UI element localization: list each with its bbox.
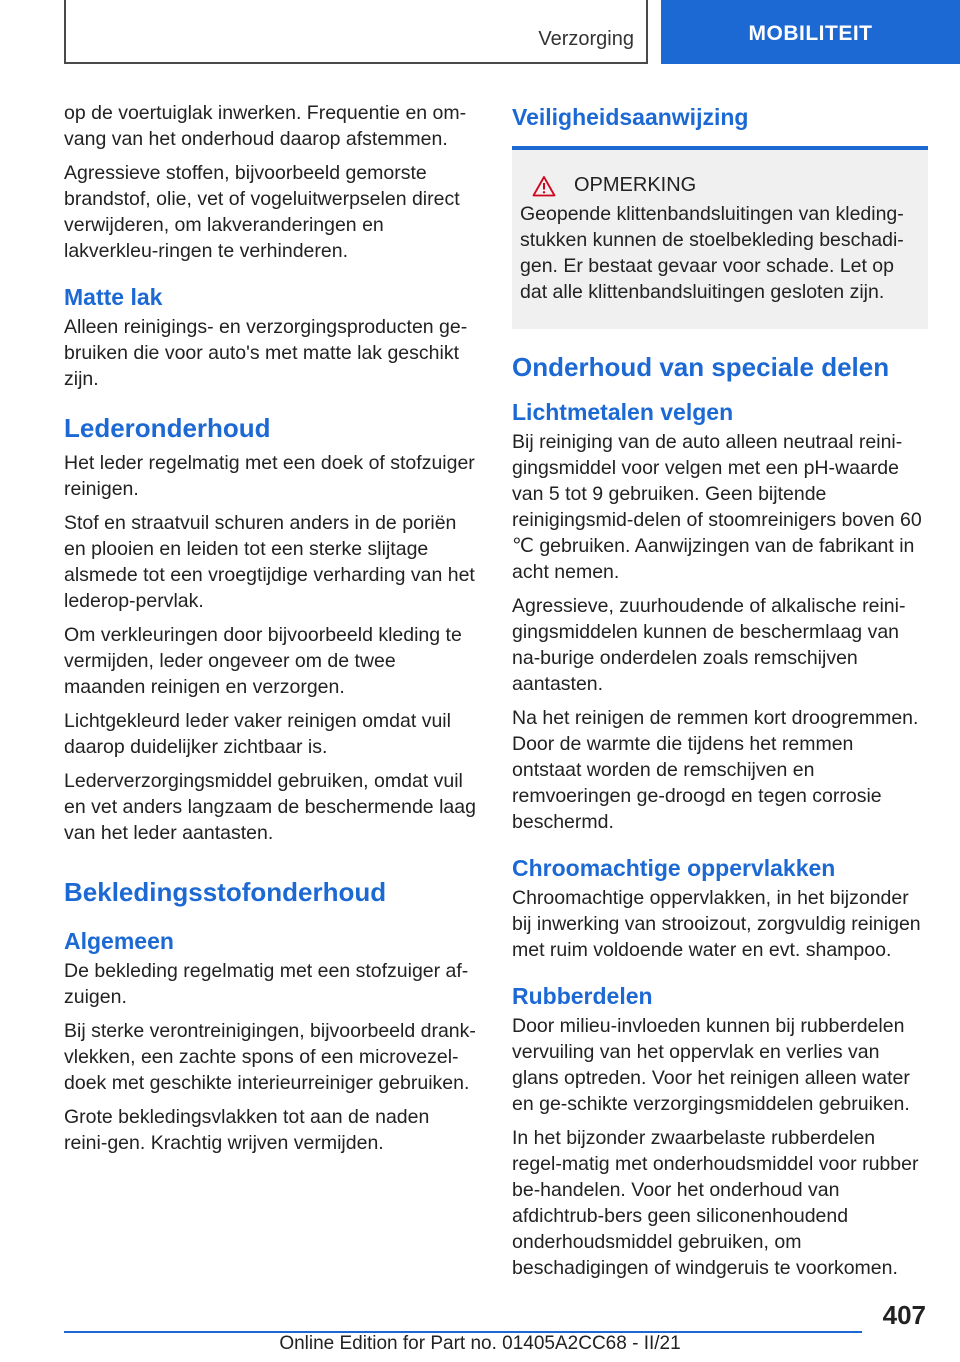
heading-algemeen: Algemeen	[64, 928, 174, 954]
paragraph: Chroomachtige oppervlakken, in het bijzonder bij inwerking van strooizout, zorgvuldig reinigen met ruim voldoende water en evt. shampoo.	[512, 887, 921, 961]
note-header	[520, 174, 920, 197]
heading-bekledingsstofonderhoud: Bekledingsstofonderhoud	[64, 877, 387, 907]
paragraph: Om verkleuringen door bijvoorbeeld kleding te vermijden, leder ongeveer om de twee maanden reinigen en verzorgen.	[64, 624, 462, 698]
heading-chroomachtige-oppervlakken: Chroomachtige oppervlakken	[512, 855, 836, 881]
paragraph: Lederverzorgingsmiddel gebruiken, omdat vuil en vet anders langzaam de beschermende laag van het leder aantasten.	[64, 770, 476, 844]
heading-veiligheidsaanwijzing: Veiligheidsaanwijzing	[512, 104, 749, 130]
heading-onderhoud-speciale-delen: Onderhoud van speciale delen	[512, 352, 890, 382]
right-column	[512, 100, 928, 1289]
paragraph: Alleen reinigings- en verzorgingsproducten ge-bruiken die voor auto's met matte lak geschikt zijn.	[64, 316, 468, 390]
paragraph: Bij sterke verontreinigingen, bijvoorbeeld drank-vlekken, een zachte spons of een microvezel-doek met geschikte interieurreiniger gebruiken.	[64, 1020, 476, 1094]
paragraph: In het bijzonder zwaarbelaste rubberdelen regel-matig met onderhoudsmiddel voor rubber be-handelen. Voor het onderhoud van afdichtrub-bers geen siliconenhoudend onderhoudsmiddel gebruiken, om beschadigingen of windgeruis te voorkomen.	[512, 1127, 919, 1279]
page-number: 407	[882, 1300, 926, 1330]
paragraph: De bekleding regelmatig met een stofzuiger af-zuigen.	[64, 960, 469, 1008]
heading-rubberdelen: Rubberdelen	[512, 983, 653, 1009]
paragraph: Bij reiniging van de auto alleen neutraal reini-gingsmiddel voor velgen met een pH-waarde van 5 tot 9 gebruiken. Geen bijtende reinigingsmid-delen of stoomreinigers boven 60 ℃ gebruiken. Aanwijzingen van de fabrikant in acht nemen.	[512, 431, 922, 583]
header-tab-mobiliteit[interactable]: MOBILITEIT	[661, 0, 960, 64]
note-label: OPMERKING	[574, 174, 697, 196]
warning-triangle-icon	[532, 175, 556, 197]
paragraph: Agressieve stoffen, bijvoorbeeld gemorste brandstof, olie, vet of vogeluitwerpselen direct verwijderen, om lakveranderingen en lakverkleu-ringen te verhinderen.	[64, 162, 460, 262]
paragraph: Na het reinigen de remmen kort droogremmen. Door de warmte die tijdens het remmen ontstaat worden de remschijven en remvoeringen ge-droogd en tegen corrosie beschermd.	[512, 707, 919, 833]
paragraph: Agressieve, zuurhoudende of alkalische reini-gingsmiddelen kunnen de beschermlaag van na-burige onderdelen zoals remschijven aantasten.	[512, 595, 906, 695]
paragraph: Het leder regelmatig met een doek of stofzuiger reinigen.	[64, 452, 475, 500]
paragraph: Grote bekledingsvlakken tot aan de naden reini-gen. Krachtig wrijven vermijden.	[64, 1106, 430, 1154]
paragraph: Stof en straatvuil schuren anders in de poriën en plooien en leiden tot een sterke slijtage alsmede tot een vroegtijdige verharding van het lederop-pervlak.	[64, 512, 475, 612]
heading-matte-lak: Matte lak	[64, 284, 163, 310]
warning-note	[512, 150, 928, 329]
footer-edition: Online Edition for Part no. 01405A2CC68 - II/21	[279, 1333, 681, 1354]
header-section-title: Verzorging	[538, 28, 634, 50]
paragraph: op de voertuiglak inwerken. Frequentie en om-vang van het onderhoud daarop afstemmen.	[64, 102, 467, 150]
heading-lichtmetalen-velgen: Lichtmetalen velgen	[512, 399, 734, 425]
left-column	[64, 100, 476, 1164]
note-text: Geopende klittenbandsluitingen van kleding-stukken kunnen de stoelbekleding beschadi-gen. Er bestaat gevaar voor schade. Let op dat alle klittenbandsluitingen gesloten zijn.	[520, 203, 904, 303]
paragraph: Door milieu-invloeden kunnen bij rubberdelen vervuiling van het oppervlak en verlies van glans optreden. Voor het reinigen alleen water en ge-schikte verzorgingsmiddelen gebruiken.	[512, 1015, 910, 1115]
paragraph: Lichtgekleurd leder vaker reinigen omdat vuil daarop duidelijker zichtbaar is.	[64, 710, 451, 758]
heading-lederonderhoud: Lederonderhoud	[64, 413, 271, 443]
